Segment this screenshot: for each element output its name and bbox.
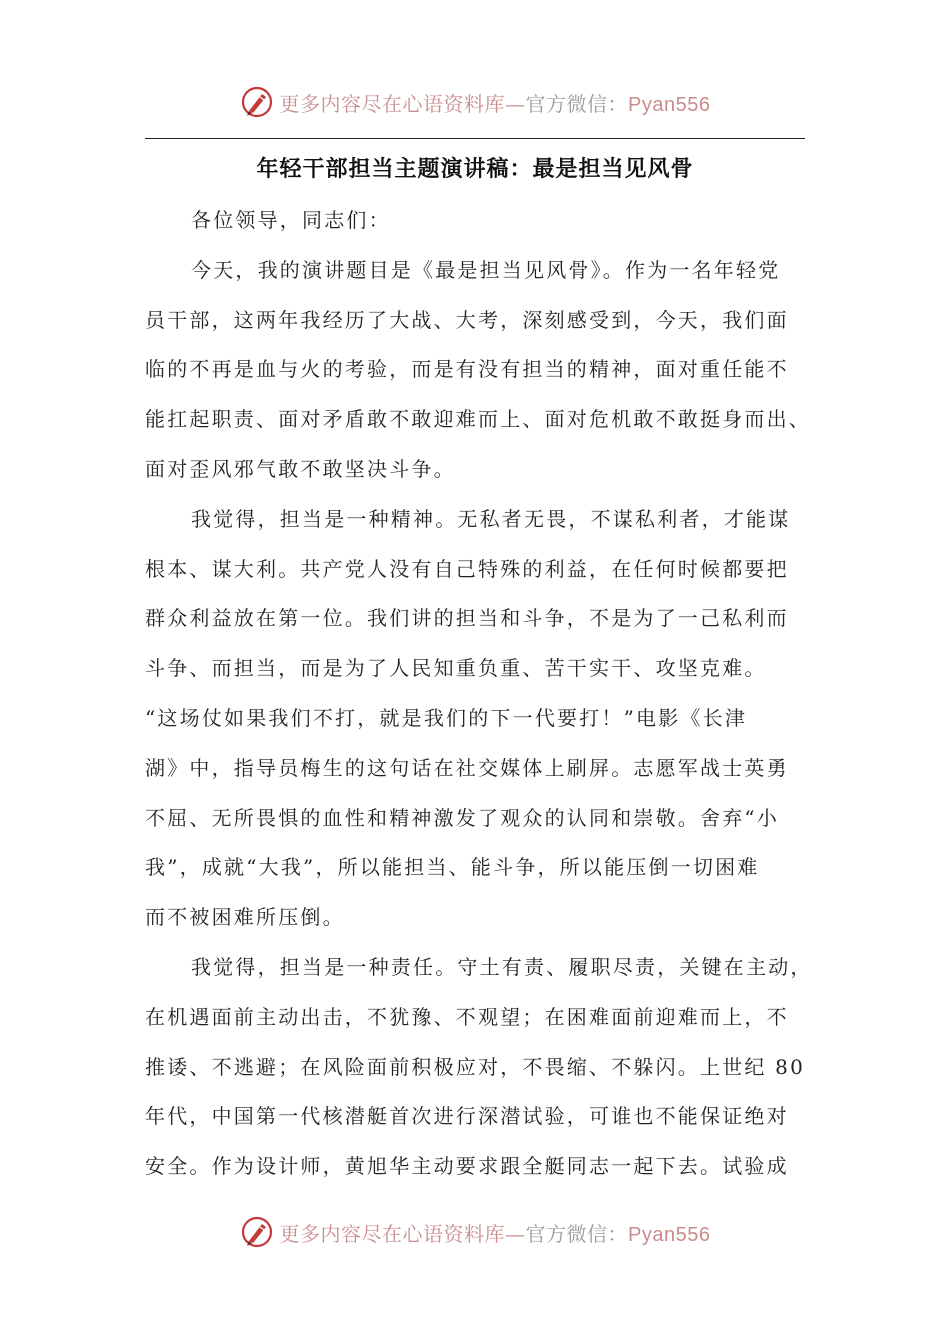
text-line: 我”，成就“大我”，所以能担当、能斗争，所以能压倒一切困难 bbox=[145, 855, 760, 880]
pen-logo-icon bbox=[240, 1215, 274, 1249]
text-line: 在机遇面前主动出击，不犹豫、不观望；在困难面前迎难而上，不 bbox=[145, 1004, 789, 1029]
text-line: 面对歪风邪气敢不敢坚决斗争。 bbox=[145, 456, 456, 481]
text-line: 群众利益放在第一位。我们讲的担当和斗争，不是为了一己私利而 bbox=[145, 606, 789, 631]
text-line: “这场仗如果我们不打，就是我们的下一代要打！”电影《长津 bbox=[145, 705, 748, 730]
watermark-dash: — bbox=[505, 91, 526, 116]
footer-watermark-banner bbox=[0, 1210, 950, 1254]
text-line: 推诿、不逃避；在风险面前积极应对，不畏缩、不躲闪。上世纪 80 bbox=[145, 1054, 806, 1079]
pen-logo-icon bbox=[240, 85, 274, 119]
text-line: 今天，我的演讲题目是《最是担当见风骨》。作为一名年轻党 bbox=[191, 257, 781, 282]
watermark-wechat-id: Pyan556 bbox=[628, 93, 711, 116]
document-body bbox=[145, 196, 825, 1192]
text-line: 员干部，这两年我经历了大战、大考，深刻感受到，今天，我们面 bbox=[145, 307, 789, 332]
watermark-wechat-label: 官方微信： bbox=[525, 91, 629, 116]
watermark-text bbox=[280, 1218, 711, 1247]
text-line: 我觉得，担当是一种精神。无私者无畏，不谋私利者，才能谋 bbox=[191, 506, 791, 531]
watermark-wechat-id: Pyan556 bbox=[628, 1223, 711, 1246]
watermark-lead: 更多内容尽在心语资料库 bbox=[279, 1221, 506, 1246]
text-line: 年代，中国第一代核潜艇首次进行深潜试验，可谁也不能保证绝对 bbox=[145, 1104, 789, 1129]
watermark-text bbox=[280, 88, 711, 117]
watermark-dash: — bbox=[505, 1221, 526, 1246]
text-line: 安全。作为设计师，黄旭华主动要求跟全艇同志一起下去。试验成 bbox=[145, 1154, 789, 1179]
header-watermark-banner bbox=[0, 80, 950, 124]
header-rule-divider bbox=[145, 138, 805, 139]
watermark-wechat-label: 官方微信： bbox=[525, 1221, 629, 1246]
text-line: 斗争、而担当，而是为了人民知重负重、苦干实干、攻坚克难。 bbox=[145, 656, 767, 681]
text-line: 根本、谋大利。共产党人没有自己特殊的利益，在任何时候都要把 bbox=[145, 556, 789, 581]
watermark-lead: 更多内容尽在心语资料库 bbox=[279, 91, 506, 116]
text-line: 我觉得，担当是一种责任。守土有责、履职尽责，关键在主动， bbox=[191, 954, 813, 979]
text-line: 而不被困难所压倒。 bbox=[145, 905, 345, 930]
document-title: 年轻干部担当主题演讲稿：最是担当见风骨 bbox=[256, 157, 694, 182]
text-line: 不屈、无所畏惧的血性和精神激发了观众的认同和崇敬。舍弃“小 bbox=[145, 805, 780, 830]
text-line: 临的不再是血与火的考验，而是有没有担当的精神，面对重任能不 bbox=[145, 357, 789, 382]
text-line: 湖》中，指导员梅生的这句话在社交媒体上刷屏。志愿军战士英勇 bbox=[145, 755, 789, 780]
salutation-line: 各位领导，同志们： bbox=[191, 208, 391, 232]
text-line: 能扛起职责、面对矛盾敢不敢迎难而上、面对危机敢不敢挺身而出、 bbox=[145, 407, 811, 432]
